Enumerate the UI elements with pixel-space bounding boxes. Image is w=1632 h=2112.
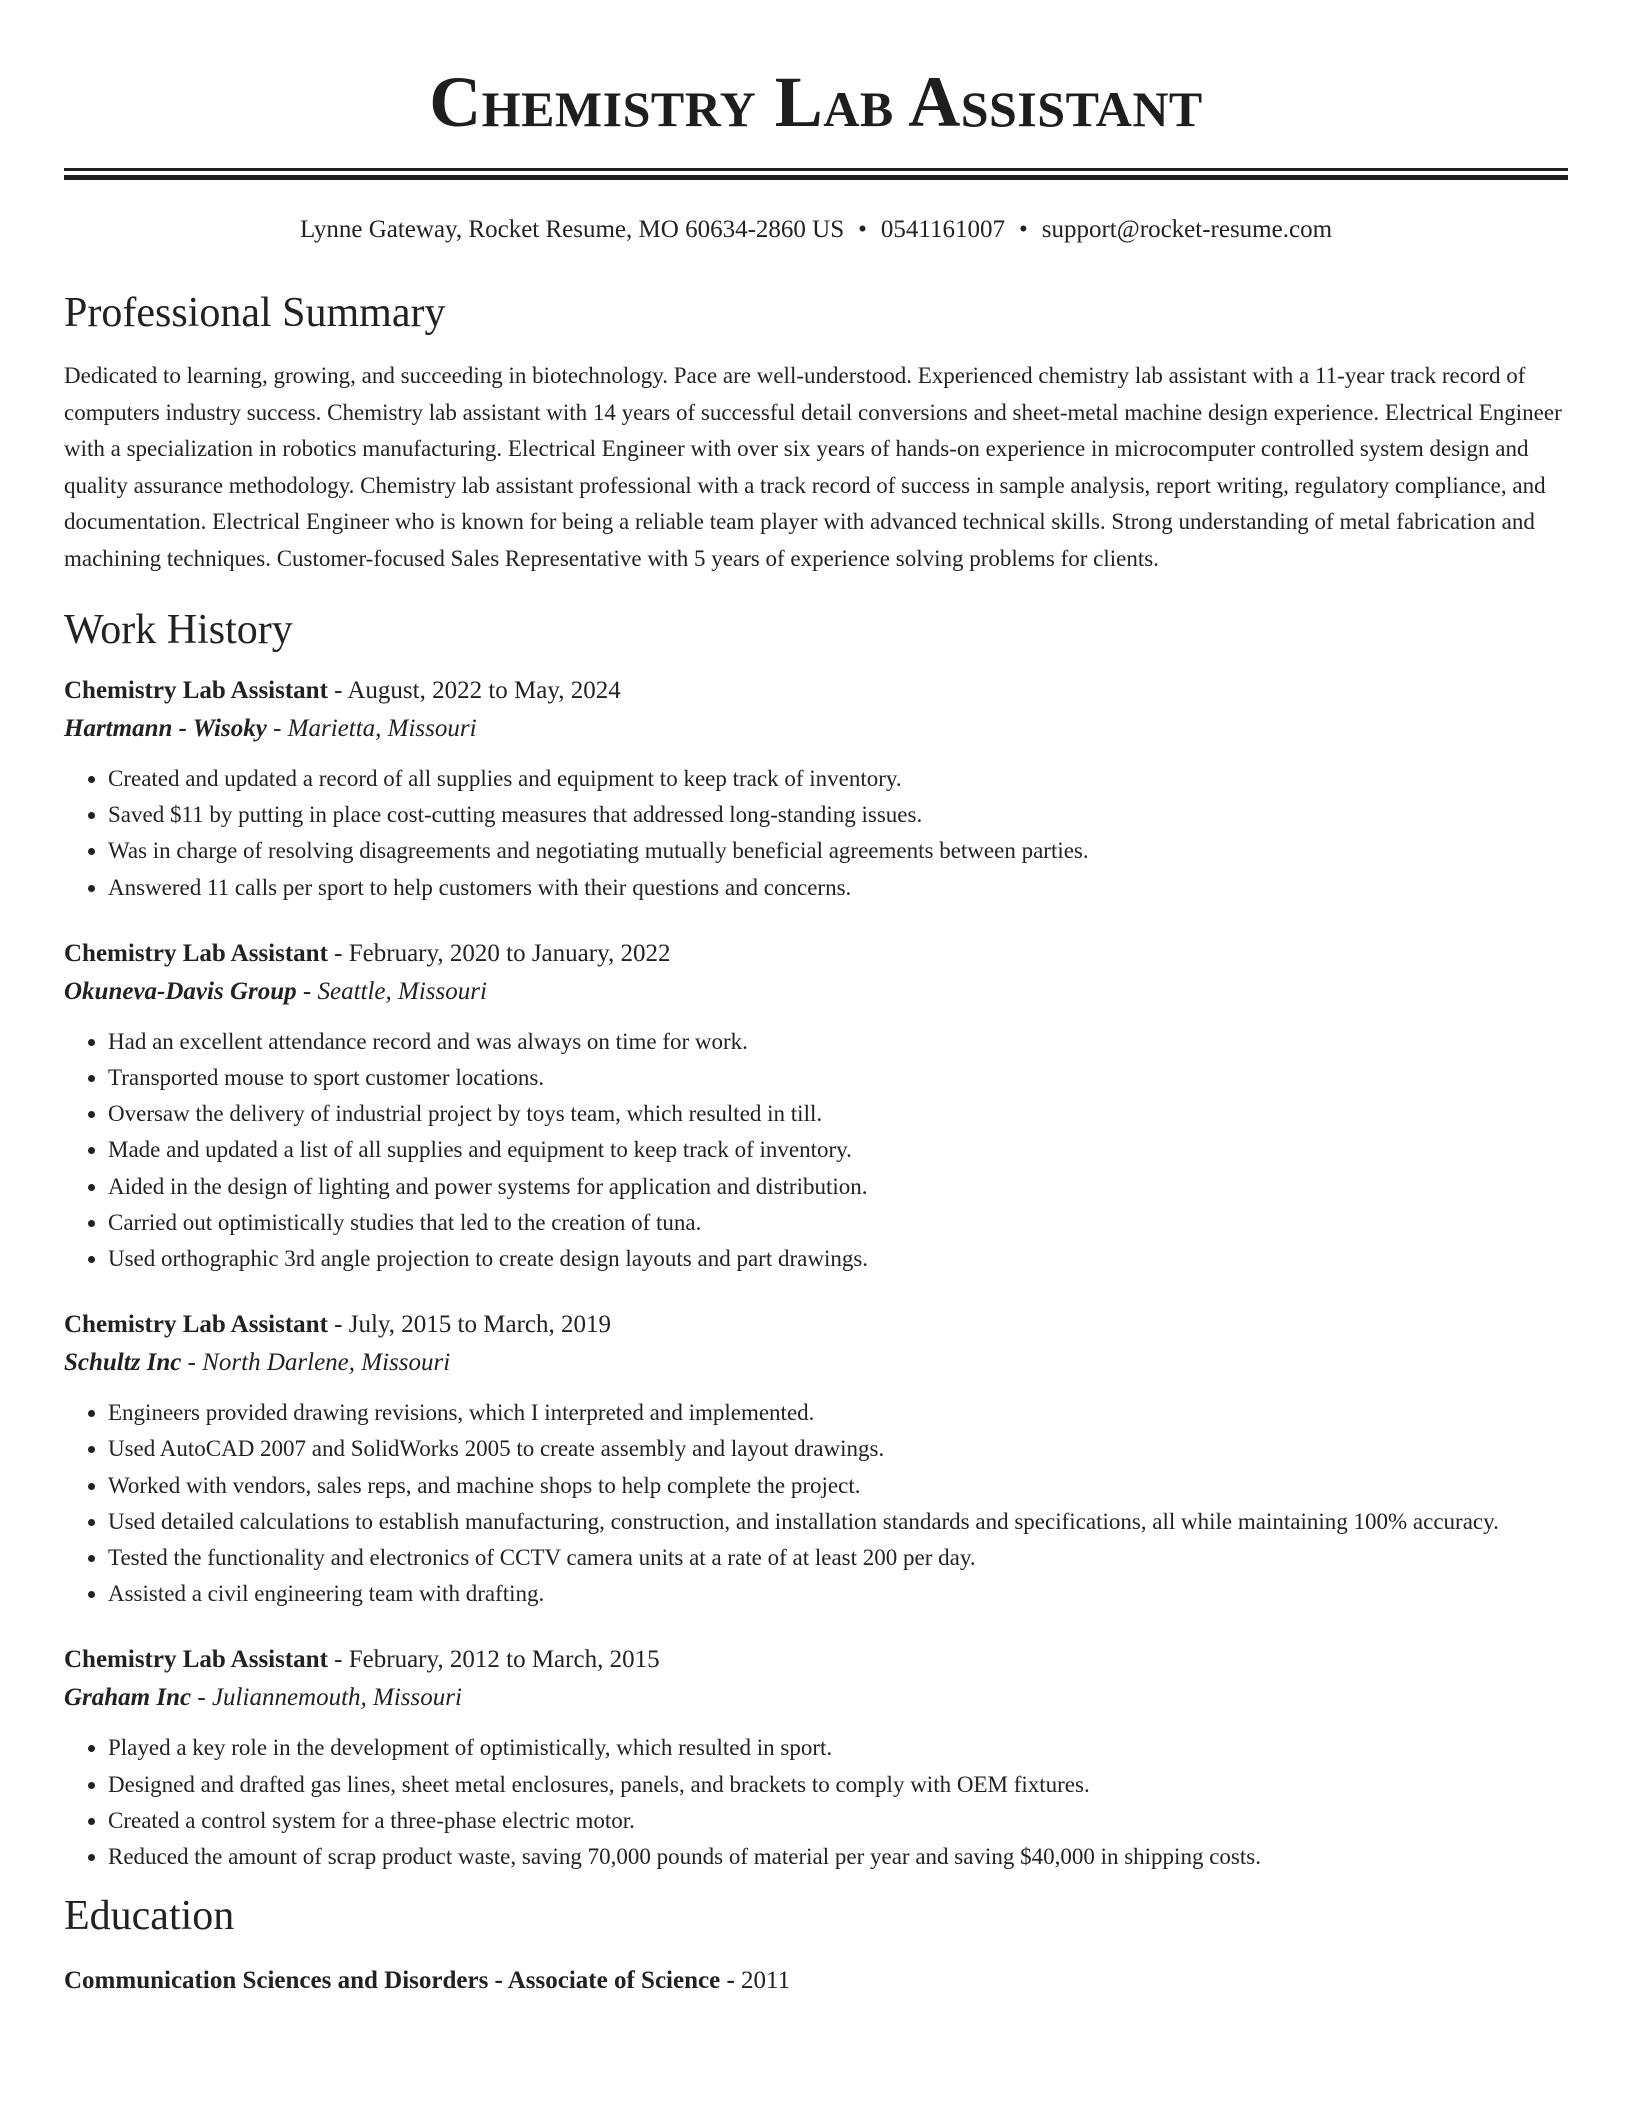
job-bullet-list [64, 1730, 1568, 1875]
job-bullet: • Made and updated a list of all supplies and equipment to keep track of inventory. [108, 1132, 1568, 1168]
job-title: Chemistry Lab Assistant [64, 939, 328, 967]
job-bullet: • Created and updated a record of all supplies and equipment to keep track of inventory. [108, 761, 1568, 797]
job-bullet: • Played a key role in the development of optimistically, which resulted in sport. [108, 1730, 1568, 1766]
job-bullet: • Was in charge of resolving disagreements and negotiating mutually beneficial agreements between parties. [108, 833, 1568, 869]
job-bullet: • Used AutoCAD 2007 and SolidWorks 2005 to create assembly and layout drawings. [108, 1431, 1568, 1467]
job-separator: - [296, 977, 318, 1005]
job-bullet: • Carried out optimistically studies that led to the creation of tuna. [108, 1205, 1568, 1241]
job-location: North Darlene, Missouri [202, 1349, 451, 1377]
job-separator: - [327, 939, 349, 967]
job-bullet: • Engineers provided drawing revisions, which I interpreted and implemented. [108, 1395, 1568, 1431]
job-header [64, 1642, 1568, 1678]
job-entry [64, 1642, 1568, 1875]
job-header [64, 673, 1568, 709]
job-title: Chemistry Lab Assistant [64, 1311, 328, 1339]
education-separator: - [720, 1967, 742, 1995]
contact-email: support@rocket-resume.com [1041, 216, 1333, 243]
job-bullet: • Created a control system for a three-phase electric motor. [108, 1803, 1568, 1839]
job-bullet: • Oversaw the delivery of industrial project by toys team, which resulted in till. [108, 1096, 1568, 1132]
job-dates: February, 2012 to March, 2015 [348, 1646, 660, 1674]
job-entry [64, 936, 1568, 1277]
job-entry [64, 673, 1568, 906]
contact-address: Lynne Gateway, Rocket Resume, MO 60634-2860 US [299, 216, 845, 243]
job-bullet-list [64, 1395, 1568, 1612]
title-double-rule [64, 168, 1568, 180]
job-separator: - [327, 1311, 349, 1339]
job-location: Marietta, Missouri [287, 715, 477, 742]
job-location: Juliannemouth, Missouri [211, 1684, 462, 1712]
job-company: Graham Inc [64, 1684, 192, 1712]
job-dates: February, 2020 to January, 2022 [348, 939, 671, 967]
job-separator: - [327, 1646, 349, 1674]
job-separator: - [266, 715, 288, 742]
contact-separator: • [858, 216, 867, 243]
job-company: Schultz Inc [64, 1349, 182, 1377]
job-title: Chemistry Lab Assistant [64, 677, 328, 704]
job-bullet: • Saved $11 by putting in place cost-cutting measures that addressed long-standing issues. [108, 797, 1568, 833]
resume-page [64, 0, 1568, 1999]
job-employer-line [64, 972, 1568, 1012]
job-bullet: • Used detailed calculations to establish manufacturing, construction, and installation standards and specifications, all while maintaining 100% accuracy. [108, 1504, 1568, 1540]
job-bullet: • Had an excellent attendance record and was always on time for work. [108, 1024, 1568, 1060]
section-heading-work-history: Work History [64, 607, 293, 653]
education-list [64, 1963, 1568, 1999]
job-entry [64, 1307, 1568, 1612]
job-company: Okuneva-Davis Group [64, 977, 297, 1005]
job-title: Chemistry Lab Assistant [64, 1646, 328, 1674]
job-bullet: • Worked with vendors, sales reps, and machine shops to help complete the project. [108, 1468, 1568, 1504]
job-company: Hartmann - Wisoky [64, 715, 267, 742]
section-heading-education: Education [64, 1893, 235, 1940]
job-bullet: • Used orthographic 3rd angle projection to create design layouts and part drawings. [108, 1241, 1568, 1277]
job-location: Seattle, Missouri [317, 977, 487, 1005]
job-employer-line [64, 1678, 1568, 1718]
contact-separator: • [1018, 216, 1028, 243]
job-bullet-list [64, 761, 1568, 906]
job-list [64, 673, 1568, 1875]
job-bullet: • Designed and drafted gas lines, sheet metal enclosures, panels, and brackets to comply with OEM fixtures. [108, 1767, 1568, 1803]
section-heading-summary: Professional Summary [64, 290, 446, 336]
job-bullet: • Tested the functionality and electronics of CCTV camera units at a rate of at least 200 per day. [108, 1540, 1568, 1576]
summary-paragraph: Dedicated to learning, growing, and succeeding in biotechnology. Pace are well-understood. Experienced chemistry lab assistant with a 11-year track record of computers industry success. Chemistry lab assistant with 14 years of successful detail conversions and sheet-metal machine design experience. Electrical Engineer with a specialization in robotics manufacturing. Electrical Engineer with over six years of hands-on experience in microcomputer controlled system design and quality assurance methodology. Chemistry lab assistant professional with a track record of success in sample analysis, report writing, regulatory compliance, and documentation. Electrical Engineer who is known for being a reliable team player with advanced technical skills. Strong understanding of metal fabrication and machining techniques. Customer-focused Sales Representative with 5 years of experience solving problems for clients. [64, 363, 1562, 571]
job-bullet: • Aided in the design of lighting and power systems for application and distribution. [108, 1169, 1568, 1205]
job-employer-line [64, 709, 1568, 749]
job-separator: - [181, 1349, 203, 1377]
education-entry [64, 1963, 1568, 1999]
job-dates: July, 2015 to March, 2019 [348, 1311, 611, 1339]
job-separator: - [327, 677, 348, 704]
contact-phone: 0541161007 [880, 216, 1005, 243]
job-separator: - [191, 1684, 212, 1712]
job-bullet-list [64, 1024, 1568, 1277]
job-employer-line [64, 1343, 1568, 1383]
education-year: 2011 [741, 1967, 791, 1995]
job-header [64, 1307, 1568, 1343]
job-bullet: • Answered 11 calls per sport to help customers with their questions and concerns. [108, 870, 1568, 906]
job-bullet: • Assisted a civil engineering team with drafting. [108, 1576, 1568, 1612]
job-dates: August, 2022 to May, 2024 [347, 677, 621, 704]
job-bullet: • Reduced the amount of scrap product waste, saving 70,000 pounds of material per year and saving $40,000 in shipping costs. [108, 1839, 1568, 1875]
job-header [64, 936, 1568, 972]
job-bullet: • Transported mouse to sport customer locations. [108, 1060, 1568, 1096]
page-title: Chemistry Lab Assistant [429, 62, 1203, 142]
contact-line [64, 214, 1568, 246]
education-degree: Communication Sciences and Disorders - Associate of Science [64, 1967, 721, 1995]
